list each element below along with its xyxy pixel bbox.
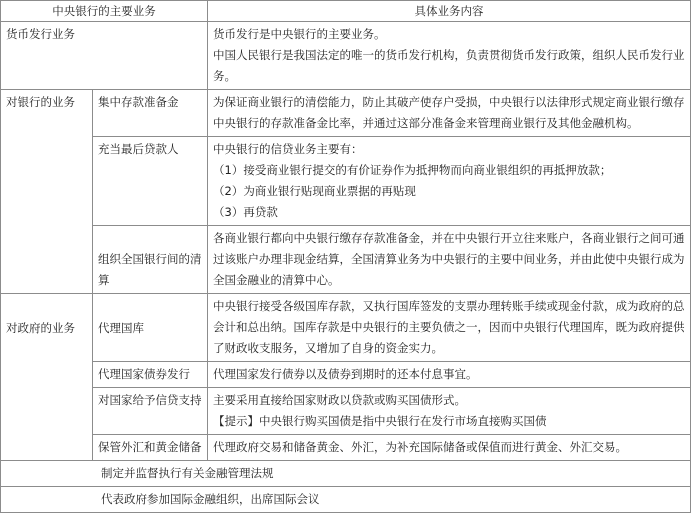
row-treasury-agent bbox=[1, 294, 691, 362]
label-treasury-agent: 代理国库 bbox=[93, 294, 208, 362]
lender-line-1: 中央银行的信贷业务主要有： bbox=[213, 142, 363, 156]
header-main-business: 中央银行的主要业务 bbox=[1, 1, 208, 22]
content-credit-support bbox=[208, 388, 691, 435]
lender-line-3: （2）为商业银行贴现商业票据的再贴现 bbox=[213, 184, 416, 198]
label-bank-business: 对银行的业务 bbox=[1, 90, 93, 294]
label-currency-issuance: 货币发行业务 bbox=[1, 22, 208, 90]
label-government-business: 对政府的业务 bbox=[1, 294, 93, 461]
row-fx-gold-reserves bbox=[1, 435, 691, 461]
row-reserve-requirement bbox=[1, 90, 691, 137]
credit-line-1: 主要采用直接给国家财政以贷款或购买国债形式。 bbox=[213, 393, 466, 407]
currency-line-1: 货币发行是中央银行的主要业务。 bbox=[213, 27, 386, 41]
lender-line-4: （3）再贷款 bbox=[213, 205, 278, 219]
content-fx-gold-reserves: 代理政府交易和储备黄金、外汇，为补充国际储备或保值而进行黄金、外汇交易。 bbox=[208, 435, 691, 461]
content-bond-issuance: 代理国家发行债券以及债券到期时的还本付息事宜。 bbox=[208, 362, 691, 388]
row-bond-issuance bbox=[1, 362, 691, 388]
label-bond-issuance: 代理国家债券发行 bbox=[93, 362, 208, 388]
content-financial-regulation: 制定并监督执行有关金融管理法规 bbox=[1, 461, 691, 487]
lender-line-2: （1）接受商业银行提交的有价证券作为抵押物而向商业银组织的再抵押放款； bbox=[213, 163, 612, 177]
row-interbank-clearing bbox=[1, 226, 691, 294]
content-international-orgs: 代表政府参加国际金融组织，出席国际会议 bbox=[1, 487, 691, 513]
label-lender-of-last-resort: 充当最后贷款人 bbox=[93, 137, 208, 226]
currency-line-2: 中国人民银行是我国法定的唯一的货币发行机构，负责贯彻货币发行政策，组织人民币发行业务。 bbox=[213, 48, 685, 83]
content-lender-of-last-resort bbox=[208, 137, 691, 226]
label-credit-support: 对国家给予信贷支持 bbox=[93, 388, 208, 435]
row-lender-of-last-resort bbox=[1, 137, 691, 226]
row-international-orgs bbox=[1, 487, 691, 513]
content-treasury-agent: 中央银行接受各级国库存款，又执行国库签发的支票办理转账手续或现金付款，成为政府的总会计和总出纳。国库存款是中央银行的主要负债之一，因而中央银行代理国库，既为政府提供了财政收支服务，又增加了自身的资金实力。 bbox=[208, 294, 691, 362]
content-currency-issuance bbox=[208, 22, 691, 90]
header-row bbox=[1, 1, 691, 22]
content-reserve-requirement: 为保证商业银行的清偿能力，防止其破产使存户受损，中央银行以法律形式规定商业银行缴存中央银行的存款准备金比率，并通过这部分准备金来管理商业银行及其他金融机构。 bbox=[208, 90, 691, 137]
row-credit-support bbox=[1, 388, 691, 435]
row-financial-regulation bbox=[1, 461, 691, 487]
label-fx-gold-reserves: 保管外汇和黄金储备 bbox=[93, 435, 208, 461]
row-currency-issuance bbox=[1, 22, 691, 90]
label-reserve-requirement: 集中存款准备金 bbox=[93, 90, 208, 137]
credit-line-2: 【提示】中央银行购买国债是指中央银行在发行市场直接购买国债 bbox=[213, 414, 547, 428]
content-interbank-clearing: 各商业银行都向中央银行缴存存款准备金，并在中央银行开立往来账户，各商业银行之间可通过该账户办理非现金结算，全国清算业务为中央银行的主要中间业务，并由此使中央银行成为全国金融业的清算中心。 bbox=[208, 226, 691, 294]
header-specific-content: 具体业务内容 bbox=[208, 1, 691, 22]
label-interbank-clearing: 组织全国银行间的清算 bbox=[93, 226, 208, 294]
